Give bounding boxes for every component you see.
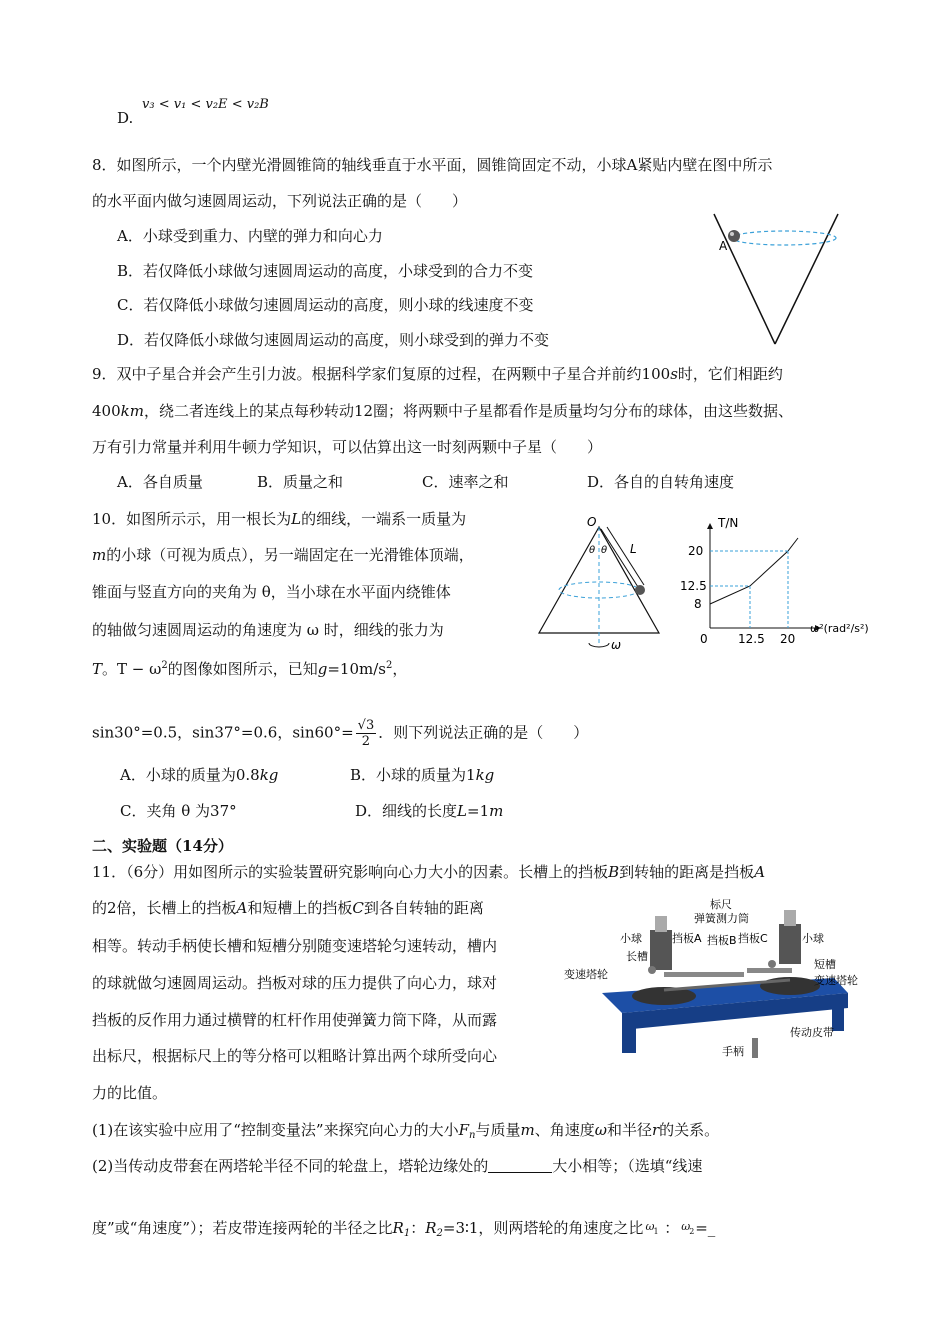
q10-cone-figure [535, 515, 665, 655]
q10-option-a: A．小球的质量为0.8kg [120, 766, 279, 784]
apparatus-label: 短槽 [814, 958, 836, 971]
q11-answer-blank-1[interactable] [488, 1158, 552, 1173]
q11-apparatus-figure [562, 898, 867, 1068]
q10-frac-num: √3 [357, 718, 375, 733]
q10-line3: 锥面与竖直方向的夹角为 θ，当小球在水平面内绕锥体 [92, 583, 451, 601]
q10-graph-xtick: 12.5 [738, 632, 765, 646]
q11-line6: 出标尺，根据标尺上的等分格可以粗略计算出两个球所受向心 [92, 1047, 498, 1065]
q11-sub2-line1: (2)当传动皮带套在两塔轮半径不同的轮盘上，塔轮边缘处的 大小相等；（选填“线速 [92, 1157, 703, 1175]
q10-option-b: B．小球的质量为1kg [350, 766, 495, 784]
q10-cone-theta1: θ [589, 545, 596, 556]
q11-line7: 力的比值。 [92, 1084, 168, 1102]
q10-frac-den: 2 [361, 734, 371, 749]
apparatus-label: 弹簧测力筒 [694, 912, 749, 925]
q11-sub2-line2: 度”或“角速度”）；若皮带连接两轮的半径之比$R_1$：$R_2=3∶1$，则两塔轮的角速度之比 ω 1 ： ω 2 =_ [92, 1219, 716, 1239]
q11-line3: 相等。转动手柄使长槽和短槽分别随变速塔轮匀速转动，槽内 [92, 937, 498, 955]
q10-option-d: D．细线的长度L=1m [355, 802, 504, 820]
q7-option-d-formula: v₃ < v₁ < v₂E < v₂B [142, 97, 269, 112]
apparatus-label: 挡板B [707, 934, 737, 947]
q10-graph-ylabel: T/N [718, 516, 739, 530]
q10-line5: T。$T - \omega^2$的图像如图所示，已知$g=10m/s^2$， [92, 660, 408, 678]
q10-graph-xtick: 0 [700, 632, 708, 646]
apparatus-label: 挡板A [672, 932, 702, 945]
apparatus-label: 标尺 [710, 898, 732, 911]
q9-option-b: B．质量之和 [257, 473, 344, 491]
q10-line6: sin30°=0.5，sin37°=0.6，sin60°= $\frac{√3}{2}$ ．则下列说法正确的是（ ） [92, 718, 589, 749]
q11-line2: 的2倍，长槽上的挡板A和短槽上的挡板C到各自转轴的距离 [92, 899, 484, 917]
q11-line4: 的球就做匀速圆周运动。挡板对球的压力提供了向心力，球对 [92, 974, 498, 992]
q10-cone-l: L [630, 542, 637, 556]
q11-line5: 挡板的反作用力通过横臂的杠杆作用使弹簧力筒下降，从而露 [92, 1011, 498, 1029]
q10-line4: 的轴做匀速圆周运动的角速度为 ω 时，细线的张力为 [92, 621, 444, 639]
q10-graph-ytick: 20 [688, 544, 704, 558]
q9-line1: 9．双中子星合并会产生引力波。根据科学家们复原的过程，在两颗中子星合并前约100s时，它们相距约 [92, 365, 783, 383]
apparatus-label: 小球 [620, 932, 642, 945]
q10-cone-omega: ω [611, 638, 622, 652]
q9-line2: 400km，绕二者连线上的某点每秒转动12圈；将两颗中子星都看作是质量均匀分布的球体，由这些数据、 [92, 402, 794, 420]
q10-line2: m的小球（可视为质点），另一端固定在一光滑锥体顶端， [92, 546, 474, 564]
apparatus-label: 小球 [802, 932, 824, 945]
q8-ball-label: A [719, 239, 728, 253]
apparatus-label: 挡板C [738, 932, 768, 945]
q7-option-d-label: D. [117, 109, 134, 127]
q9-option-a: A．各自质量 [117, 473, 203, 491]
q8-option-b: B．若仅降低小球做匀速圆周运动的高度，小球受到的合力不变 [117, 262, 534, 280]
q8-stem-line2: 的水平面内做匀速圆周运动，下列说法正确的是（ ） [92, 192, 468, 210]
q11-sub1: (1)在该实验中应用了“控制变量法”来探究向心力的大小$F_n$与质量m、角速度ω和半径r的关系。 [92, 1121, 720, 1141]
q8-option-c: C．若仅降低小球做匀速圆周运动的高度，则小球的线速度不变 [117, 296, 534, 314]
apparatus-label: 手柄 [722, 1045, 744, 1058]
q8-cone-figure [712, 210, 847, 350]
q9-option-d: D．各自的自转角速度 [587, 473, 735, 491]
q9-option-c: C．速率之和 [422, 473, 509, 491]
apparatus-label: 传动皮带 [790, 1026, 834, 1039]
q8-option-a: A．小球受到重力、内壁的弹力和向心力 [117, 227, 383, 245]
q8-option-d: D．若仅降低小球做匀速圆周运动的高度，则小球受到的弹力不变 [117, 331, 550, 349]
q10-graph-ytick: 8 [694, 597, 702, 611]
section2-title: 二、实验题（14分） [92, 837, 233, 855]
q9-line3: 万有引力常量并利用牛顿力学知识，可以估算出这一时刻两颗中子星（ ） [92, 438, 603, 456]
q10-graph [680, 515, 880, 650]
apparatus-label: 长槽 [626, 950, 648, 963]
q10-option-c: C．夹角 θ 为37° [120, 802, 237, 820]
q11-line1: 11．（6分）用如图所示的实验装置研究影响向心力大小的因素。长槽上的挡板B到转轴的距离是挡板A [92, 863, 766, 881]
apparatus-label: 变速塔轮 [564, 968, 608, 981]
q10-graph-ytick: 12.5 [680, 579, 707, 593]
apparatus-label: 变速塔轮 [814, 974, 858, 987]
q10-graph-xtick: 20 [780, 632, 796, 646]
q8-stem-line1: 8．如图所示，一个内壁光滑圆锥筒的轴线垂直于水平面，圆锥筒固定不动，小球A紧贴内壁在图中所示 [92, 156, 773, 174]
q10-cone-o: O [587, 515, 597, 529]
q10-line1: 10．如图所示示，用一根长为L的细线，一端系一质量为 [92, 510, 467, 528]
q10-graph-xlabel: ω²(rad²/s²) [810, 622, 869, 635]
q10-cone-theta2: θ [601, 545, 608, 556]
